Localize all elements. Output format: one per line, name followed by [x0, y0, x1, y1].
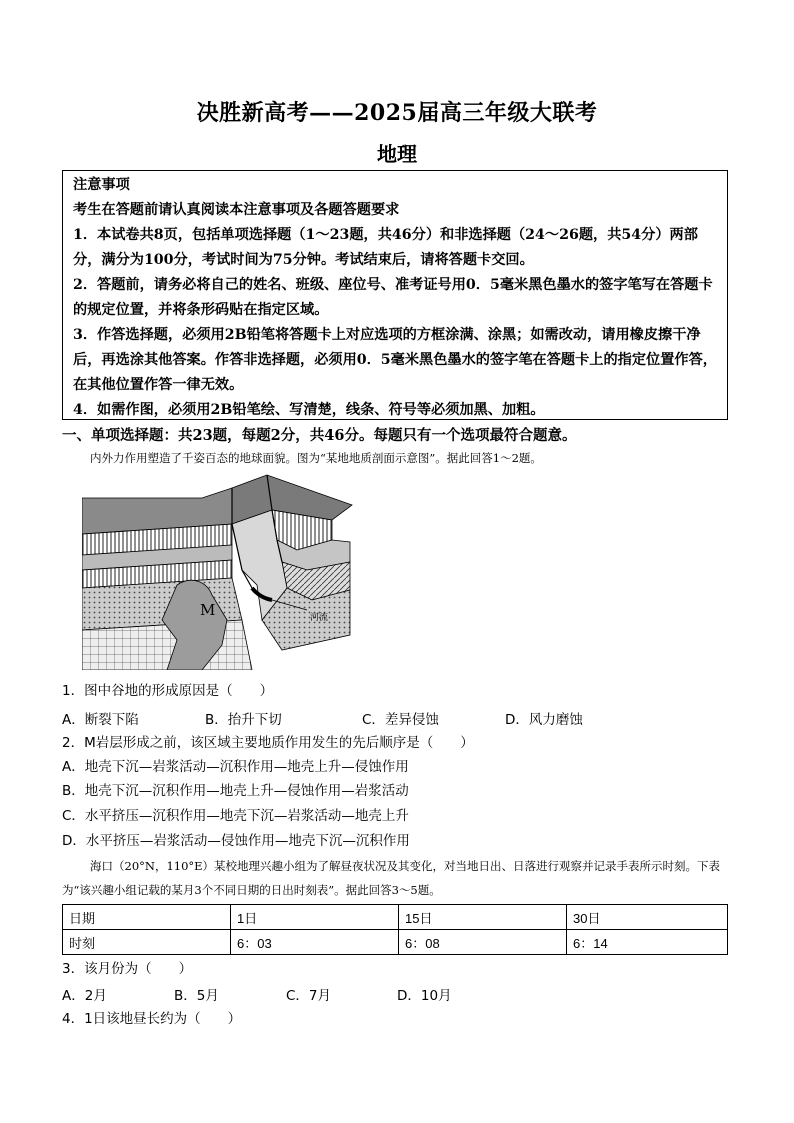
table-cell: 6：14 — [567, 930, 728, 955]
option[interactable]: C．水平挤压—沉积作用—地壳下沉—岩浆活动—地壳上升 — [62, 808, 409, 824]
table-cell: 6：08 — [399, 930, 567, 955]
option[interactable]: A．地壳下沉—岩浆活动—沉积作用—地壳上升—侵蚀作用 — [62, 759, 409, 775]
notice-item: 4．如需作图，必须用2B铅笔绘、写清楚，线条、符号等必须加黑、加粗。 — [73, 402, 545, 418]
table-cell: 30日 — [567, 905, 728, 930]
question-3-stem: 3．该月份为（ ） — [62, 961, 193, 977]
intro-text: 内外力作用塑造了千姿百态的地球面貌。图为“某地地质剖面示意图”。据此回答1～2题。 — [90, 451, 542, 465]
sunrise-table — [62, 904, 728, 955]
notice-heading: 注意事项 — [73, 177, 130, 193]
option[interactable]: A．2月 — [62, 988, 107, 1004]
option[interactable]: B．5月 — [174, 988, 219, 1004]
figure-label-m: M — [200, 601, 216, 619]
section-heading: 一、单项选择题：共23题，每题2分，共46分。每题只有一个选项最符合题意。 — [62, 427, 577, 444]
table-row — [63, 930, 728, 955]
table-cell: 时刻 — [63, 930, 231, 955]
option[interactable]: D．10月 — [397, 988, 452, 1004]
notice-item: 1．本试卷共8页，包括单项选择题（1～23题，共46分）和非选择题（24～26题，共54分）两部分，满分为100分，考试时间为75分钟。考试结束后，请将答题卡交回。 — [73, 227, 698, 268]
question-1-stem: 1．图中谷地的形成原因是（ ） — [62, 683, 274, 699]
figure-label-river: 河流 — [310, 613, 329, 623]
subject-title: 地理 — [377, 142, 417, 166]
notice-item: 2．答题前，请务必将自己的姓名、班级、座位号、准考证号用0．5毫米黑色墨水的签字笔写在答题卡的规定位置，并将条形码贴在指定区域。 — [73, 277, 713, 318]
question-1-options — [62, 708, 734, 730]
option[interactable]: C．差异侵蚀 — [362, 712, 439, 728]
table-cell: 日期 — [63, 905, 231, 930]
question-3-options — [62, 984, 734, 1006]
notice-item: 3．作答选择题，必须用2B铅笔将答题卡上对应选项的方框涂满、涂黑；如需改动，请用橡皮擦干净后，再选涂其他答案。作答非选择题，必须用0．5毫米黑色墨水的签字笔在答题卡上的指定位置作答，在其他位置作答一律无效。 — [73, 327, 717, 393]
option[interactable]: B．抬升下切 — [205, 712, 282, 728]
notice-lead: 考生在答题前请认真阅读本注意事项及各题答题要求 — [73, 202, 400, 218]
option[interactable]: B．地壳下沉—沉积作用—地壳上升—侵蚀作用—岩浆活动 — [62, 783, 409, 799]
option[interactable]: D．风力磨蚀 — [505, 712, 583, 728]
table-cell: 15日 — [399, 905, 567, 930]
notice-box — [62, 170, 728, 420]
geological-cross-section-figure — [82, 470, 372, 670]
table-cell: 6：03 — [231, 930, 399, 955]
question-2-stem: 2．M岩层形成之前，该区域主要地质作用发生的先后顺序是（ ） — [62, 735, 474, 751]
question-4-stem: 4．1日该地昼长约为（ ） — [62, 1011, 242, 1027]
option[interactable]: A．断裂下陷 — [62, 712, 139, 728]
option[interactable]: D．水平挤压—岩浆活动—侵蚀作用—地壳下沉—沉积作用 — [62, 833, 410, 849]
intro-text: 海口（20°N，110°E）某校地理兴趣小组为了解昼夜状况及其变化，对当地日出、日落进行观察并记录手表所示时刻。下表为“该兴趣小组记载的某月3个不同日期的日出时刻表”。据此回答3～5题。 — [62, 859, 721, 897]
exam-title: 决胜新高考——2025届高三年级大联考 — [196, 100, 598, 126]
table-row — [63, 905, 728, 930]
table-cell: 1日 — [231, 905, 399, 930]
option[interactable]: C．7月 — [286, 988, 332, 1004]
